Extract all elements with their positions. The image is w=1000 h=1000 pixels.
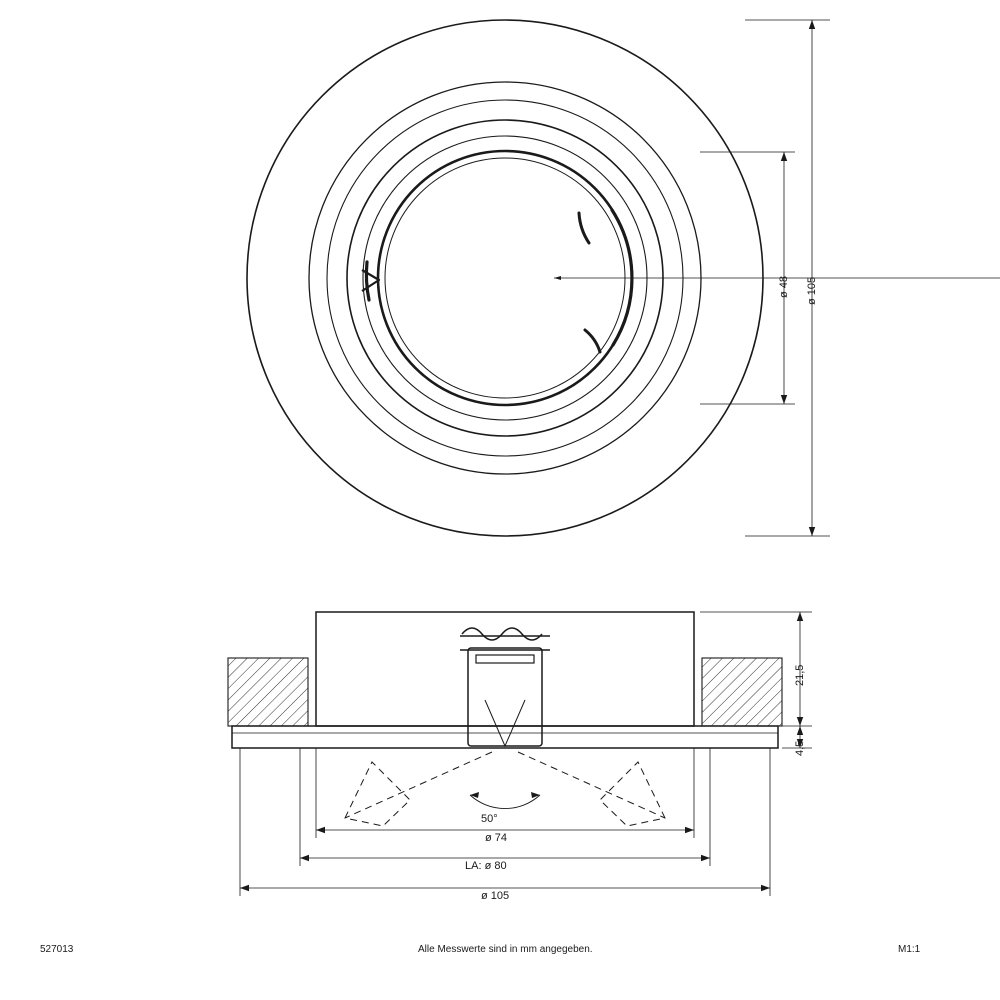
dimension-label-beam-angle: 50° xyxy=(481,813,498,825)
dimension-label-body-height: 21,5 xyxy=(794,664,806,686)
top-view-dimensions xyxy=(554,20,1000,536)
dimension-label-cutout-diameter: ø 74 xyxy=(485,832,508,844)
dimension-label-la-diameter: LA: ø 80 xyxy=(465,860,507,872)
footer-scale: M1:1 xyxy=(898,944,921,955)
section-horizontal-dimensions xyxy=(240,748,770,896)
dimension-label-outer-diameter: ø 105 xyxy=(481,890,510,902)
section-view-group xyxy=(228,612,782,826)
footer-article-number: 527013 xyxy=(40,944,74,955)
dimension-label-top-outer-diameter: ø 105 xyxy=(806,276,818,305)
dimension-label-top-inner-diameter: ø 48 xyxy=(778,275,790,298)
dimension-label-flange-height: 4,5 xyxy=(794,740,806,756)
footer-note: Alle Messwerte sind in mm angegeben. xyxy=(418,944,593,955)
